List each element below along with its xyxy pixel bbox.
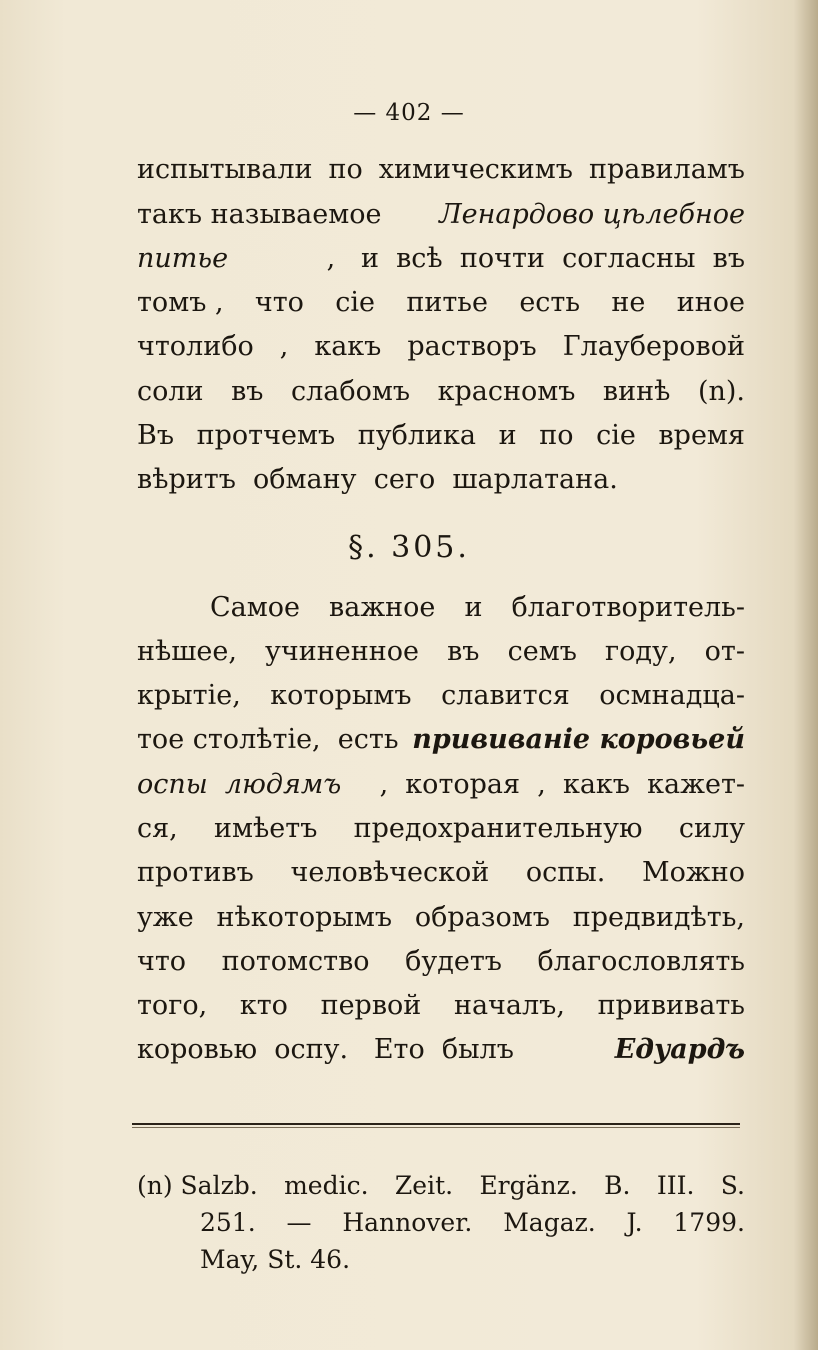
- word: Можно: [641, 857, 745, 888]
- word: от-: [704, 636, 745, 667]
- text-line: [137, 418, 745, 454]
- text-line: [137, 988, 745, 1024]
- italic-term: Ленардово цѣлебное: [439, 199, 745, 230]
- word: S.: [720, 1171, 745, 1200]
- word: не: [611, 287, 646, 318]
- word: по: [328, 154, 363, 185]
- word: Hannover.: [342, 1208, 473, 1237]
- text-line: [137, 462, 745, 498]
- word: Magaz.: [503, 1208, 596, 1237]
- word: благотворитель-: [511, 592, 745, 623]
- text-line: [137, 197, 745, 233]
- word: кто: [239, 990, 288, 1021]
- word: 251.: [200, 1208, 256, 1237]
- word: человѣческой: [290, 857, 490, 888]
- section-heading: §. 305.: [348, 530, 470, 565]
- footnote-rule: [132, 1123, 740, 1125]
- word: красномъ: [437, 376, 576, 407]
- word: слабомъ: [290, 376, 411, 407]
- word: учиненное: [265, 636, 419, 667]
- word: Глауберовой: [562, 331, 745, 362]
- text-line: [137, 1032, 745, 1068]
- page-number: — 402 —: [353, 100, 465, 126]
- word: растворъ: [407, 331, 537, 362]
- word: силу: [678, 813, 745, 844]
- word: medic.: [284, 1171, 369, 1200]
- word: крытіе,: [137, 680, 241, 711]
- word: по: [539, 420, 574, 451]
- text-line: [137, 722, 745, 758]
- text-line: [137, 241, 745, 277]
- text-line: [137, 678, 745, 714]
- word: первой: [320, 990, 422, 1021]
- word: важное: [329, 592, 436, 623]
- word: уже: [137, 902, 194, 933]
- word: семъ: [507, 636, 577, 667]
- word: протчемъ: [196, 420, 336, 451]
- word: томъ ,: [137, 287, 224, 318]
- word: Zeit.: [394, 1171, 454, 1200]
- footnote-ref: (n).: [697, 376, 745, 407]
- word: благословлять: [537, 946, 745, 977]
- word: May, St. 46.: [200, 1245, 351, 1274]
- word: нѣшее,: [137, 636, 237, 667]
- word: имѣетъ: [214, 813, 318, 844]
- footnote-line: [137, 1167, 745, 1205]
- word: —: [286, 1208, 312, 1237]
- word: чтолибо: [137, 331, 254, 362]
- text-line: [137, 329, 745, 365]
- word: соли: [137, 376, 204, 407]
- word: предохранительную: [353, 813, 643, 844]
- word: J.: [626, 1208, 643, 1237]
- word: , которая , какъ кажет-: [379, 769, 745, 800]
- text-line: [137, 634, 745, 670]
- word: осмнадца-: [599, 680, 745, 711]
- word: ся,: [137, 813, 178, 844]
- text-line: [137, 767, 745, 803]
- text-line: [137, 944, 745, 980]
- word: питье: [406, 287, 488, 318]
- word: образомъ: [414, 902, 550, 933]
- italic-term: оспы людямъ: [137, 769, 342, 800]
- word: винѣ: [602, 376, 671, 407]
- word: году,: [605, 636, 677, 667]
- word: правиламъ: [588, 154, 745, 185]
- text-line: [137, 374, 745, 410]
- footnote-line: [200, 1204, 745, 1242]
- word: есть: [519, 287, 581, 318]
- word: въ: [231, 376, 264, 407]
- footnote-line: [200, 1241, 745, 1279]
- word: , и всѣ почти согласны въ: [326, 243, 745, 274]
- text-line: [137, 900, 745, 936]
- word: (n) Salzb.: [137, 1171, 258, 1200]
- word: прививать: [597, 990, 745, 1021]
- italic-term: питье: [137, 243, 229, 274]
- word: III.: [656, 1171, 695, 1200]
- word: B.: [604, 1171, 631, 1200]
- word: въ: [447, 636, 480, 667]
- word: сіе: [335, 287, 376, 318]
- word: и: [498, 420, 517, 451]
- word: вѣритъ обману сего шарлатана.: [137, 464, 618, 495]
- word: оспы.: [525, 857, 606, 888]
- word: коровью оспу. Ето былъ: [137, 1034, 514, 1065]
- word: потомство: [221, 946, 370, 977]
- text-line: [137, 285, 745, 321]
- word: что: [254, 287, 304, 318]
- word: и: [464, 592, 483, 623]
- word: иное: [676, 287, 745, 318]
- word: тое столѣтіе, есть: [137, 724, 399, 755]
- word: ,: [279, 331, 289, 362]
- word: того,: [137, 990, 208, 1021]
- text-line: [210, 590, 745, 626]
- italic-term: Едуардъ: [614, 1034, 745, 1065]
- footnote-rule-shadow: [132, 1127, 740, 1128]
- word: Въ: [137, 420, 175, 451]
- text-line: [137, 152, 745, 188]
- word: которымъ: [270, 680, 412, 711]
- word: славится: [441, 680, 570, 711]
- word: такъ называемое: [137, 199, 382, 230]
- word: Ergänz.: [479, 1171, 578, 1200]
- word: противъ: [137, 857, 254, 888]
- word: Самое: [210, 592, 300, 623]
- text-line: [137, 855, 745, 891]
- word: публика: [357, 420, 476, 451]
- word: химическимъ: [378, 154, 573, 185]
- word: нѣкоторымъ: [216, 902, 393, 933]
- word: будетъ: [405, 946, 502, 977]
- word: началъ,: [453, 990, 565, 1021]
- word: 1799.: [673, 1208, 745, 1237]
- italic-term: прививаніе коровьей: [412, 724, 745, 755]
- word: предвидѣть,: [572, 902, 745, 933]
- text-line: [137, 811, 745, 847]
- word: что: [137, 946, 187, 977]
- word: время: [658, 420, 745, 451]
- word: испытывали: [137, 154, 313, 185]
- word: сіе: [596, 420, 636, 451]
- word: какъ: [314, 331, 382, 362]
